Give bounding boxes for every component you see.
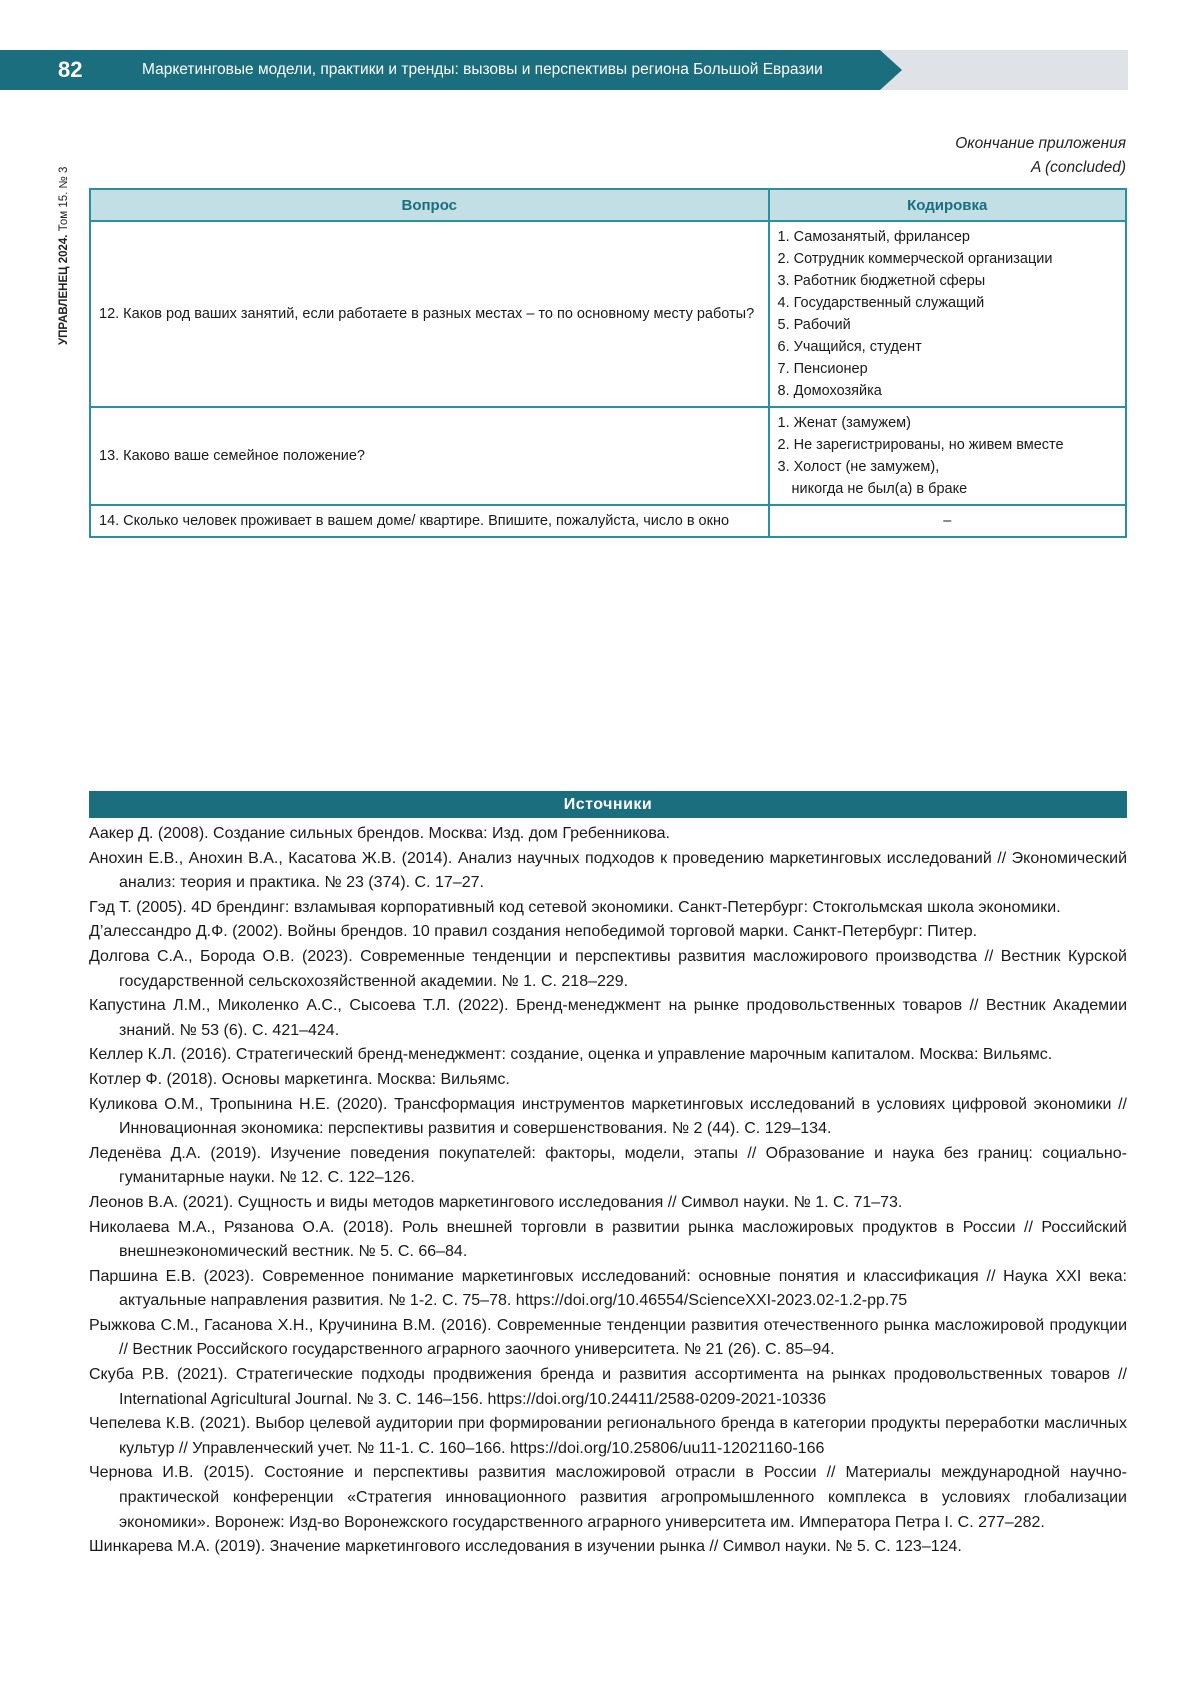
table-row [90,505,1126,537]
reference-item: Д’алессандро Д.Ф. (2002). Войны брендов. 10 правил создания непобедимой торговой марки. Санкт-Петербург: Питер. [89,920,1127,945]
reference-item: Долгова С.А., Борода О.В. (2023). Современные тенденции и перспективы развития масложирового производства // Вестник Курской государственной сельскохозяйственной академии. № 1. С. 218–229. [89,945,1127,994]
reference-item: Шинкарева М.А. (2019). Значение маркетингового исследования в изучении рынка // Символ науки. № 5. С. 123–124. [89,1535,1127,1560]
code-item: 2. Не зарегистрированы, но живем вместе [778,434,1118,456]
code-item: 1. Самозанятый, фрилансер [778,226,1118,248]
appendix-table [89,188,1127,538]
code-item: 8. Домохозяйка [778,380,1118,402]
reference-item: Скуба Р.В. (2021). Стратегические подходы продвижения бренда и развития ассортимента на рынках продовольственных товаров // International Agricultural Journal. № 3. С. 146–156. https://doi.org/10.24411/2588-0209-2021-10336 [89,1363,1127,1412]
appendix-caption-line1: Окончание приложения [955,132,1126,156]
reference-item: Келлер К.Л. (2016). Стратегический бренд-менеджмент: создание, оценка и управление марочным капиталом. Москва: Вильямс. [89,1043,1127,1068]
header-grey-band [880,50,1128,90]
header-arrow-shape [880,50,902,90]
header-title: Маркетинговые модели, практики и тренды: вызовы и перспективы региона Большой Евразии [142,50,823,90]
journal-issue: Том 15. № 3 [58,167,70,235]
reference-item: Леденёва Д.А. (2019). Изучение поведения покупателей: факторы, модели, этапы // Образование и наука без границ: социально-гуманитарные науки. № 12. С. 122–126. [89,1142,1127,1191]
running-header [0,50,1128,90]
reference-list [89,822,1127,1560]
reference-item: Рыжкова С.М., Гасанова Х.Н., Кручинина В.М. (2016). Современные тенденции развития отечественного рынка масложировой продукции // Вестник Российского государственного аграрного заочного университета. № 21 (26). С. 85–94. [89,1314,1127,1363]
code-item: 3. Холост (не замужем), [778,456,1118,478]
appendix-caption-line2: A (concluded) [955,156,1126,180]
reference-item: Чепелева К.В. (2021). Выбор целевой аудитории при формировании регионального бренда в категории продукты переработки масличных культур // Управленческий учет. № 11-1. С. 160–166. https://doi.org/10.25806/uu11-12021160-166 [89,1412,1127,1461]
journal-side-label [58,167,70,345]
reference-item: Котлер Ф. (2018). Основы маркетинга. Москва: Вильямс. [89,1068,1127,1093]
journal-name: УПРАВЛЕНЕЦ 2024. [58,235,70,346]
column-header-question: Вопрос [90,189,769,221]
reference-item: Николаева М.А., Рязанова О.А. (2018). Роль внешней торговли в развитии рынка масложировых продуктов в России // Российский внешнеэкономический вестник. № 5. С. 66–84. [89,1216,1127,1265]
code-item: 3. Работник бюджетной сферы [778,270,1118,292]
reference-item: Капустина Л.М., Миколенко А.С., Сысоева Т.Л. (2022). Бренд-менеджмент на рынке продовольственных товаров // Вестник Академии знаний. № 53 (6). С. 421–424. [89,994,1127,1043]
coding-12 [769,221,1127,407]
coding-13 [769,407,1127,505]
reference-item: Гэд Т. (2005). 4D брендинг: взламывая корпоративный код сетевой экономики. Санкт-Петербург: Стокгольмская школа экономики. [89,896,1127,921]
code-item: 7. Пенсионер [778,358,1118,380]
appendix-caption [955,132,1126,180]
code-item: никогда не был(а) в браке [778,478,1118,500]
code-item: 6. Учащийся, студент [778,336,1118,358]
code-item: 4. Государственный служащий [778,292,1118,314]
reference-item: Леонов В.А. (2021). Сущность и виды методов маркетингового исследования // Символ науки. № 1. С. 71–73. [89,1191,1127,1216]
coding-14: – [769,505,1127,537]
question-12: 12. Каков род ваших занятий, если работаете в разных местах – то по основному месту работы? [90,221,769,407]
table-row [90,407,1126,505]
code-item: 5. Рабочий [778,314,1118,336]
code-item: 2. Сотрудник коммерческой организации [778,248,1118,270]
column-header-coding: Кодировка [769,189,1127,221]
sources-heading: Источники [89,791,1127,818]
code-item: 1. Женат (замужем) [778,412,1118,434]
reference-item: Анохин Е.В., Анохин В.А., Касатова Ж.В. (2014). Анализ научных подходов к проведению маркетинговых исследований // Экономический анализ: теория и практика. № 23 (374). С. 17–27. [89,847,1127,896]
reference-item: Паршина Е.В. (2023). Современное понимание маркетинговых исследований: основные понятия и классификация // Наука XXI века: актуальные направления развития. № 1-2. С. 75–78. https://doi.org/10.46554/ScienceXXI-2023.02-1.2-pp.75 [89,1265,1127,1314]
reference-item: Чернова И.В. (2015). Состояние и перспективы развития масложировой отрасли в России // Материалы международной научно-практической конференции «Стратегия инновационного развития агропромышленного комплекса в условиях глобализации экономики». Воронеж: Изд-во Воронежского государственного аграрного университета им. Императора Петра I. С. 277–282. [89,1461,1127,1535]
reference-item: Куликова О.М., Тропынина Н.Е. (2020). Трансформация инструментов маркетинговых исследований в условиях цифровой экономики // Инновационная экономика: перспективы развития и совершенствования. № 2 (44). С. 129–134. [89,1093,1127,1142]
table-header-row [90,189,1126,221]
page-number: 82 [0,50,130,90]
question-14: 14. Сколько человек проживает в вашем доме/ квартире. Впишите, пожалуйста, число в окно [90,505,769,537]
reference-item: Аакер Д. (2008). Создание сильных брендов. Москва: Изд. дом Гребенникова. [89,822,1127,847]
question-13: 13. Каково ваше семейное положение? [90,407,769,505]
table-row [90,221,1126,407]
